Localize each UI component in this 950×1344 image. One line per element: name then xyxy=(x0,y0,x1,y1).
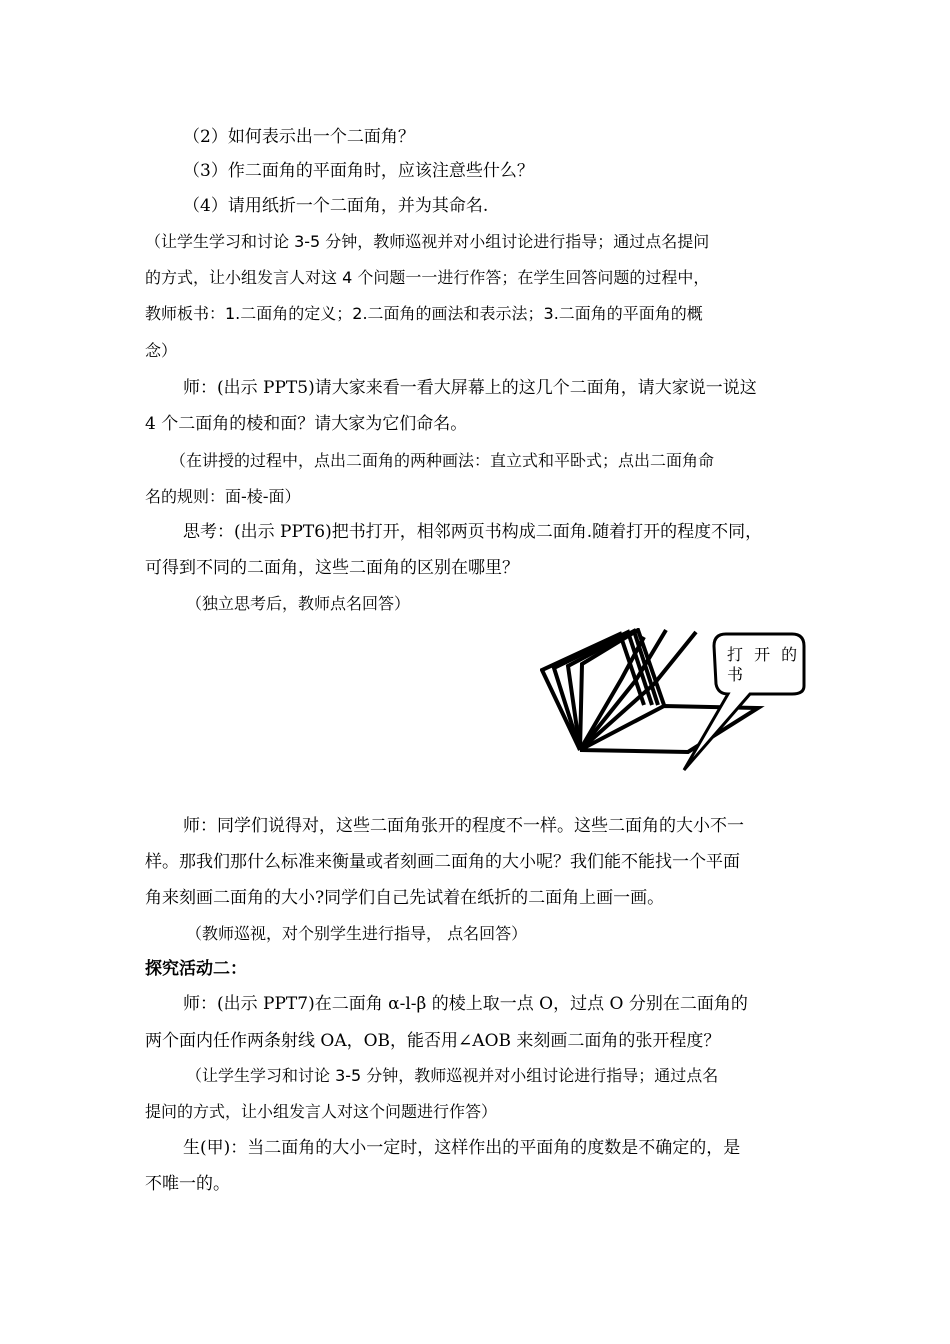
teacher-ppt5-line-2: 4 个二面角的棱和面？请大家为它们命名。 xyxy=(145,414,468,434)
lecture-note-line-2: 名的规则：面-棱-面） xyxy=(145,487,301,506)
teacher-answer-line-1: 师：同学们说得对，这些二面角张开的程度不一样。这些二面角的大小不一 xyxy=(183,816,744,836)
discussion-note-line-2: 提问的方式，让小组发言人对这个问题进行作答） xyxy=(145,1102,498,1121)
lecture-note-line-1: （在讲授的过程中，点出二面角的两种画法：直立式和平卧式；点出二面角命 xyxy=(170,451,715,470)
activity-2-heading: 探究活动二： xyxy=(145,959,247,979)
student-a-line-2: 不唯一的。 xyxy=(145,1174,230,1194)
note-line-1: （让学生学习和讨论 3-5 分钟，教师巡视并对小组讨论进行指导；通过点名提问 xyxy=(145,232,710,251)
ppt7-line-2: 两个面内任作两条射线 OA，OB，能否用∠AOB 来刻画二面角的张开程度？ xyxy=(145,1031,721,1051)
discussion-note-line-1: （让学生学习和讨论 3-5 分钟，教师巡视并对小组讨论进行指导；通过点名 xyxy=(186,1066,719,1085)
teacher-ppt5-line-1: 师：(出示 PPT5)请大家来看一看大屏幕上的这几个二面角，请大家说一说这 xyxy=(183,378,757,398)
question-3: （3）作二面角的平面角时，应该注意些什么？ xyxy=(183,161,534,181)
student-a-line-1: 生(甲)：当二面角的大小一定时，这样作出的平面角的度数是不确定的，是 xyxy=(183,1138,741,1158)
bubble-label: 打 开 的 书 xyxy=(727,645,801,684)
note-line-3: 教师板书：1.二面角的定义；2.二面角的画法和表示法；3.二面角的平面角的概 xyxy=(145,304,703,323)
question-2: （2）如何表示出一个二面角？ xyxy=(183,127,415,147)
patrol-note: （教师巡视，对个别学生进行指导， 点名回答） xyxy=(186,924,528,943)
teacher-answer-line-3: 角来刻画二面角的大小?同学们自己先试着在纸折的二面角上画一画。 xyxy=(145,888,665,908)
note-line-4: 念） xyxy=(145,341,178,360)
teacher-answer-line-2: 样。那我们那什么标准来衡量或者刻画二面角的大小呢？我们能不能找一个平面 xyxy=(145,852,740,872)
think-line-2: 可得到不同的二面角，这些二面角的区别在哪里？ xyxy=(145,558,519,578)
note-line-2: 的方式，让小组发言人对这 4 个问题一一进行作答；在学生回答问题的过程中， xyxy=(145,268,710,287)
think-note: （独立思考后，教师点名回答） xyxy=(186,594,411,613)
question-4: （4）请用纸折一个二面角，并为其命名. xyxy=(183,196,489,216)
ppt7-line-1: 师：(出示 PPT7)在二面角 α-l-β 的棱上取一点 O，过点 O 分别在二面角的 xyxy=(183,994,748,1014)
think-line-1: 思考：(出示 PPT6)把书打开，相邻两页书构成二面角.随着打开的程度不同， xyxy=(183,522,763,542)
